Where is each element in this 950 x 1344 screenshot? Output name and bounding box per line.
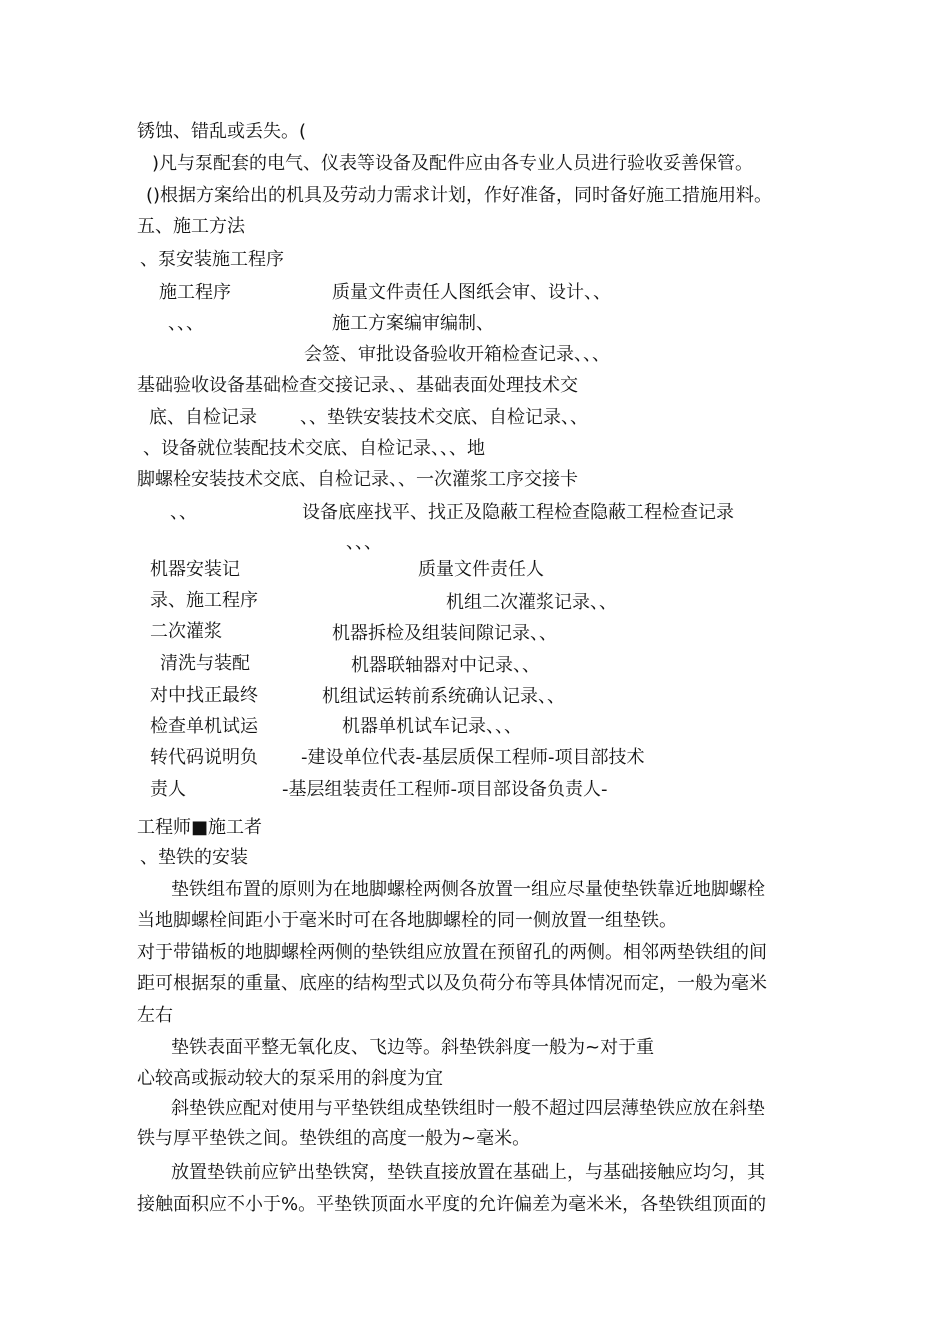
flow-text: 基础验收设备基础检查交接记录、、基础表面处理技术交	[137, 375, 578, 396]
flow-text: 录、施工程序	[150, 590, 258, 611]
paragraph-line: 垫铁表面平整无氧化皮、飞边等。斜垫铁斜度一般为~对于重	[171, 1037, 655, 1058]
section-heading: 五、施工方法	[137, 216, 245, 237]
paragraph-line: 距可根据泵的重量、底座的结构型式以及负荷分布等具体情况而定，一般为毫米	[137, 973, 767, 994]
flow-text: 施工程序	[159, 282, 231, 303]
flow-text: 二次灌浆	[150, 621, 222, 642]
flow-text: 机组二次灌浆记录、、	[446, 592, 617, 613]
subsection-heading: 、垫铁的安装	[140, 847, 248, 868]
flow-text: 机器单机试车记录、、、	[342, 716, 522, 737]
flow-text: 机组试运转前系统确认记录、、	[322, 686, 565, 707]
flow-text: 机器安装记	[150, 559, 240, 580]
paragraph-line: 放置垫铁前应铲出垫铁窝，垫铁直接放置在基础上，与基础接触应均匀，其	[171, 1162, 765, 1183]
flow-text: 施工方案编审编制、	[332, 313, 494, 334]
flow-text: 质量文件责任人图纸会审、设计、、	[332, 282, 611, 303]
flow-text: 底、自检记录	[149, 407, 257, 428]
paragraph-line: 斜垫铁应配对使用与平垫铁组成垫铁组时一般不超过四层薄垫铁应放在斜垫	[171, 1098, 765, 1119]
paragraph-line: 铁与厚平垫铁之间。垫铁组的高度一般为~毫米。	[137, 1128, 531, 1149]
text-line: ()根据方案给出的机具及劳动力需求计划，作好准备，同时备好施工措施用料。	[146, 185, 773, 206]
paragraph-line: 心较高或振动较大的泵采用的斜度为宜	[137, 1068, 443, 1089]
flow-text: -建设单位代表-基层质保工程师-项目部技术	[301, 747, 645, 768]
flow-text: 质量文件责任人	[418, 559, 544, 580]
flow-text: 、、垫铁安装技术交底、自检记录、、	[300, 407, 588, 428]
flow-text: 转代码说明负	[150, 747, 258, 768]
paragraph-line: 对于带锚板的地脚螺栓两侧的垫铁组应放置在预留孔的两侧。相邻两垫铁组的间	[137, 942, 767, 963]
paragraph-line: 当地脚螺栓间距小于毫米时可在各地脚螺栓的同一侧放置一组垫铁。	[137, 910, 677, 931]
flow-text: 机器联轴器对中记录、、	[351, 655, 540, 676]
flow-text: 检查单机试运	[150, 716, 258, 737]
flow-text: 对中找正最终	[150, 685, 258, 706]
flow-text: 、设备就位装配技术交底、自检记录、、、地	[143, 438, 485, 459]
flow-text: 机器拆检及组装间隙记录、、	[332, 623, 557, 644]
flow-text: 责人	[150, 779, 186, 800]
flow-text: 会签、审批设备验收开箱检查记录、、、	[304, 344, 610, 365]
flow-text: 清洗与装配	[160, 653, 250, 674]
flow-text: 、、	[170, 502, 197, 523]
subsection-heading: 、泵安装施工程序	[140, 249, 284, 270]
flow-text: 工程师■施工者	[137, 817, 263, 838]
flow-text: 、、、	[346, 532, 382, 553]
flow-text: 、、、	[168, 313, 204, 334]
paragraph-line: 接触面积应不小于%。平垫铁顶面水平度的允许偏差为毫米米，各垫铁组顶面的	[137, 1194, 767, 1215]
text-line: )凡与泵配套的电气、仪表等设备及配件应由各专业人员进行验收妥善保管。	[152, 153, 754, 174]
flow-text: 设备底座找平、找正及隐蔽工程检查隐蔽工程检查记录	[302, 502, 734, 523]
flow-text: 脚螺栓安装技术交底、自检记录、、一次灌浆工序交接卡	[137, 469, 578, 490]
paragraph-line: 左右	[137, 1005, 173, 1026]
flow-text: -基层组装责任工程师-项目部设备负责人-	[282, 779, 608, 800]
paragraph-line: 垫铁组布置的原则为在地脚螺栓两侧各放置一组应尽量使垫铁靠近地脚螺栓	[171, 879, 765, 900]
text-line: 锈蚀、错乱或丢失。(	[137, 121, 307, 142]
